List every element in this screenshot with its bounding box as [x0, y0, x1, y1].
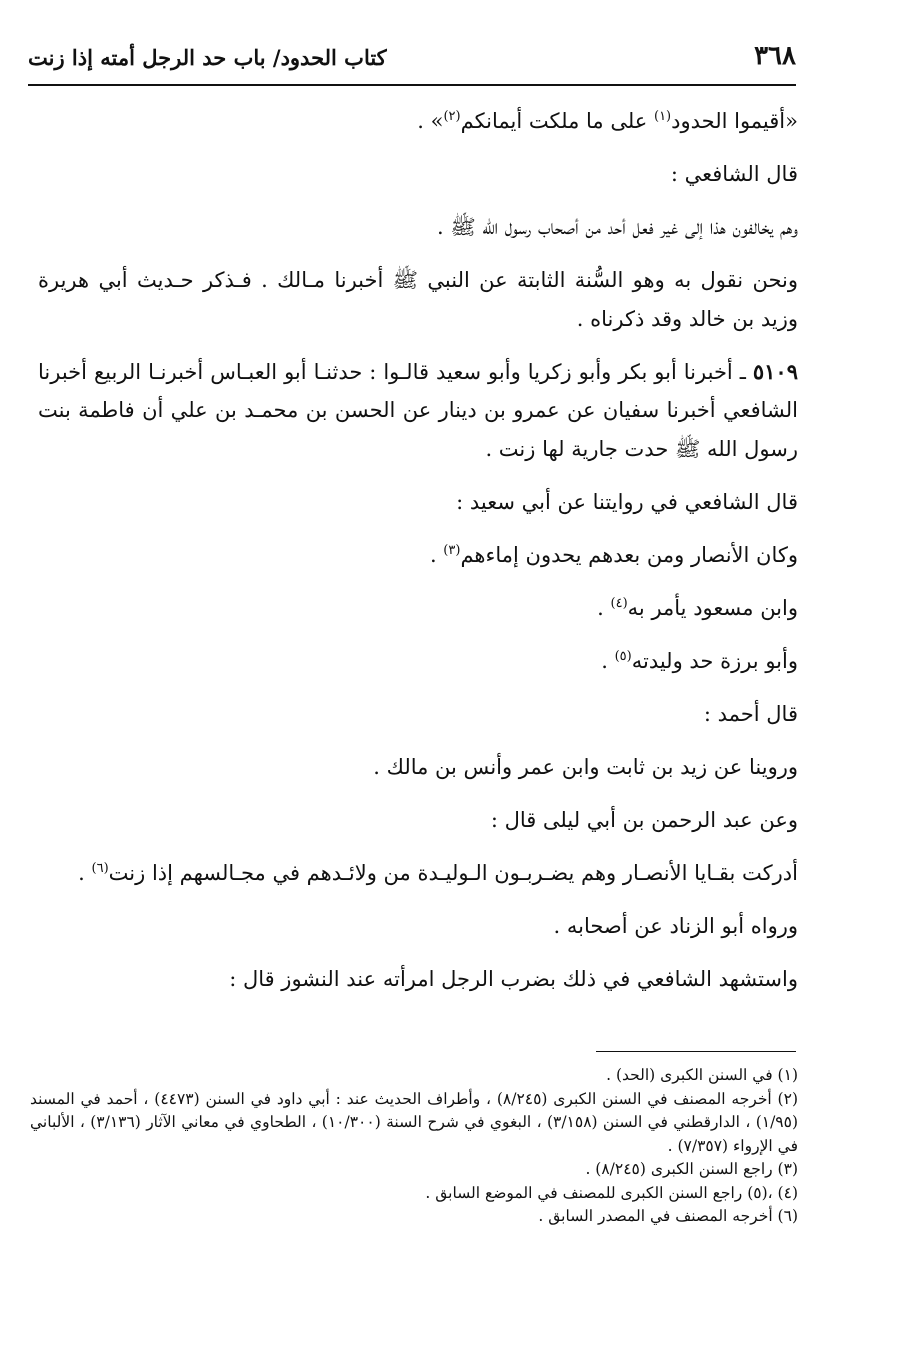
footnote-6: (٦) أخرجه المصنف في المصدر السابق .	[538, 1207, 798, 1225]
footnote-ref-4: (٤)	[610, 595, 628, 611]
footnote-ref-3: (٣)	[443, 542, 461, 558]
paragraph-1: «أقيموا الحدود$^{(١)}$ على ما ملكت أيمانكم$^{(٢)}$» .	[417, 109, 798, 133]
footnote-rule	[596, 1051, 796, 1052]
paragraph-2: قال الشافعي :	[670, 162, 798, 186]
paragraph-5	[38, 353, 798, 469]
footnote-ref-2: (٢)	[443, 109, 461, 124]
footnote-ref-6: (٦)	[91, 860, 109, 876]
paragraph-4: ونحن نقول به وهو السُّنة الثابتة عن النبي ﷺ أخبرنا مـالك . فـذكر حـديث أبي هريرة وزيد بن خالد وقد ذكرناه .	[38, 268, 798, 331]
footnote-ref-1: (١)	[653, 109, 672, 124]
footnote-ref-5: (٥)	[614, 648, 632, 664]
paragraph-14: ورواه أبو الزناد عن أصحابه .	[553, 913, 798, 938]
paragraph-7: وكان الأنصار ومن بعدهم يحدون إماءهم$^{(٣)}$ .	[429, 542, 798, 567]
paragraph-15: واستشهد الشافعي في ذلك بضرب الرجل امرأته عند النشوز قال :	[229, 966, 798, 991]
header-rule	[28, 84, 796, 86]
page-number: ٣٦٨	[754, 41, 796, 71]
footnote-1: (١) في السنن الكبرى (الحد) .	[606, 1066, 798, 1084]
page-header	[28, 36, 796, 82]
paragraph-13: أدركت بقـايا الأنصـار وهم يضـربـون الـوليـدة من ولائـدهم في مجـالسهم إذا زنت$^{(٦)}$ .	[78, 860, 798, 885]
hadith-text: ـ أخبرنا أبو بكر وأبو زكريا وأبو سعيد قالـوا : حدثنـا أبو العبـاس أخبرنـا الربيع أخبرنا الشافعي أخبرنا سفيان عن عمرو بن دينار عن الحسن بن محمـد بن علي أن فاطمة بنت رسول الله ﷺ حدت جارية لها زنت .	[38, 359, 798, 461]
paragraph-10: قال أحمد :	[703, 701, 798, 726]
paragraph-11: وروينا عن زيد بن ثابت وابن عمر وأنس بن مالك .	[373, 754, 798, 779]
paragraph-8: وابن مسعود يأمر به$^{(٤)}$ .	[597, 595, 798, 620]
paragraph-6: قال الشافعي في روايتنا عن أبي سعيد :	[456, 489, 798, 514]
paragraph-3: وهم يخالفون هذا إلى غير فعل أحد من أصحاب رسول الله ﷺ .	[436, 215, 798, 239]
footnote-4-5: (٤) ،(٥) راجع السنن الكبرى للمصنف في الموضع السابق .	[425, 1183, 798, 1202]
footnotes	[30, 1064, 798, 1229]
running-title: كتاب الحدود/ باب حد الرجل أمته إذا زنت	[28, 45, 387, 70]
footnote-3: (٣) راجع السنن الكبرى (٨/٢٤٥) .	[585, 1160, 798, 1178]
main-text	[38, 102, 798, 1013]
footnote-2: (٢) أخرجه المصنف في السنن الكبرى (٨/٢٤٥) ، وأطراف الحديث عند : أبي داود في السنن (٤٤٧٣) ، أحمد في المسند (١/٩٥) ، الدارقطني في السنن (٣/١٥٨) ، البغوي في شرح السنة (١٠/٣٠٠) ، الطحاوي في معاني الآثار (٣/١٣٦) ، الألباني في الإرواء (٧/٣٥٧) .	[30, 1089, 799, 1155]
hadith-number: ٥١٠٩	[752, 358, 798, 384]
paragraph-12: وعن عبد الرحمن بن أبي ليلى قال :	[490, 807, 798, 832]
paragraph-9: وأبو برزة حد وليدته$^{(٥)}$ .	[601, 648, 798, 673]
